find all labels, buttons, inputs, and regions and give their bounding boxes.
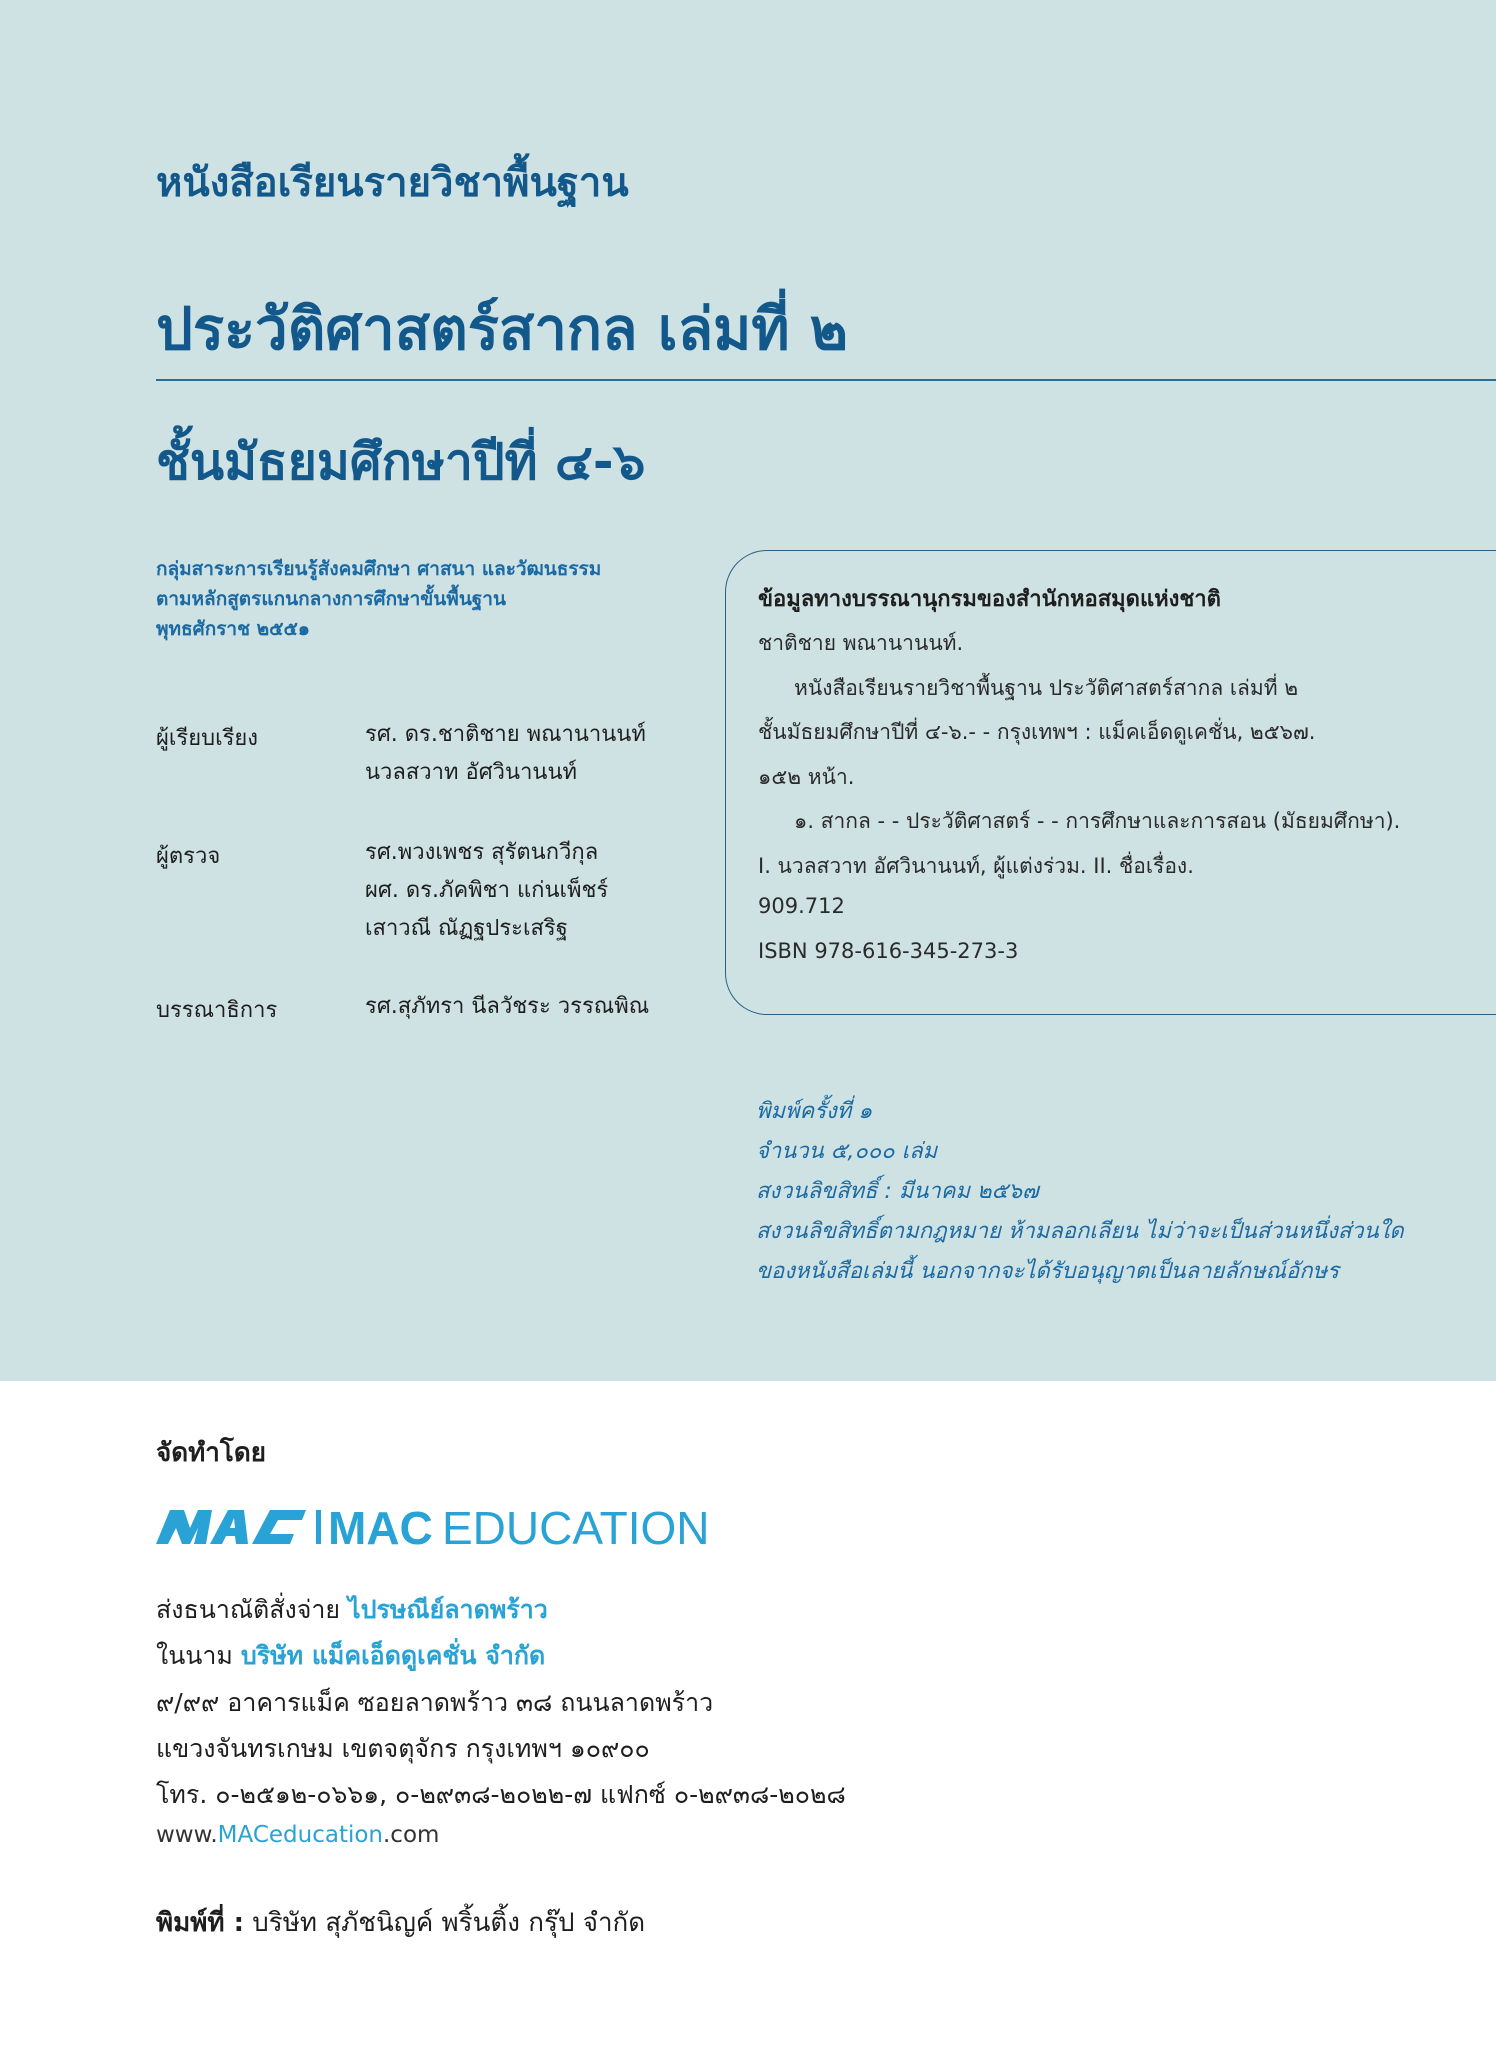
mac-logo-mark-icon xyxy=(156,1510,306,1544)
cip-isbn: ISBN 978-616-345-273-3 xyxy=(758,939,1019,963)
credit-names-editor: รศ.สุภัทรา นีลวัชระ วรรณพิณ xyxy=(365,994,650,1019)
logo-divider xyxy=(316,1510,321,1544)
credit-label-reviewer: ผู้ตรวจ xyxy=(156,844,221,869)
printer-line: พิมพ์ที่ : บริษัท สุภัชนิญค์ พริ้นติ้ง กรุ๊ป จำกัด xyxy=(156,1908,646,1938)
cip-coauthor: I. นวลสวาท อัศวินานนท์, ผู้แต่งร่วม. II. ชื่อเรื่อง. xyxy=(758,854,1194,878)
credit-names-compiler: รศ. ดร.ชาติชาย พณานานนท์ นวลสวาท อัศวินานนท์ xyxy=(365,722,646,785)
website-link[interactable]: www.MACeducation.com xyxy=(156,1822,440,1848)
book-title: ประวัติศาสตร์สากล เล่มที่ ๒ xyxy=(156,295,849,363)
cip-pages: ๑๕๒ หน้า. xyxy=(758,765,855,789)
cip-box xyxy=(725,550,1496,1015)
curriculum-info: กลุ่มสาระการเรียนรู้สังคมศึกษา ศาสนา และวัฒนธรรม ตามหลักสูตรแกนกลางการศึกษาขั้นพื้นฐาน พุทธศักราช ๒๕๕๑ xyxy=(156,558,602,640)
phone-line: โทร. ๐-๒๕๑๒-๐๖๖๑, ๐-๒๙๓๘-๒๐๒๒-๗ แฟกซ์ ๐-๒๙๓๘-๒๐๒๘ xyxy=(156,1780,846,1809)
cip-subject: ๑. สากล - - ประวัติศาสตร์ - - การศึกษาและการสอน (มัธยมศึกษา). xyxy=(794,809,1401,833)
grade-level: ชั้นมัธยมศึกษาปีที่ ๔-๖ xyxy=(156,433,646,491)
order-line: ส่งธนาณัติสั่งจ่าย ไปรษณีย์ลาดพร้าว xyxy=(156,1595,548,1624)
logo-mac-text: MAC xyxy=(328,1502,433,1554)
mac-education-logo xyxy=(156,1496,796,1558)
credit-label-compiler: ผู้เรียบเรียง xyxy=(156,726,259,751)
cip-title: ข้อมูลทางบรรณานุกรมของสำนักหอสมุดแห่งชาติ xyxy=(758,587,1221,612)
printing-info: พิมพ์ครั้งที่ ๑ จำนวน ๕,๐๐๐ เล่ม สงวนลิขสิทธิ์ : มีนาคม ๒๕๖๗ สงวนลิขสิทธิ์ตามกฎหมาย ห้ามลอกเลียน ไม่ว่าจะเป็นส่วนหนึ่งส่วนใด ของหนังสือเล่มนี้ นอกจากจะได้รับอนุญาตเป็นลายลักษณ์อักษร xyxy=(756,1099,1404,1284)
cip-book-title: หนังสือเรียนรายวิชาพื้นฐาน ประวัติศาสตร์สากล เล่มที่ ๒ xyxy=(794,676,1299,700)
company-line: ในนาม บริษัท แม็คเอ็ดดูเคชั่น จำกัด xyxy=(156,1641,546,1670)
book-kicker: หนังสือเรียนรายวิชาพื้นฐาน xyxy=(156,160,629,206)
address-line-1: ๙/๙๙ อาคารแม็ค ซอยลาดพร้าว ๓๘ ถนนลาดพร้าว xyxy=(156,1688,714,1717)
credit-label-editor: บรรณาธิการ xyxy=(156,998,278,1023)
logo-education-text: EDUCATION xyxy=(442,1502,710,1554)
cip-author: ชาติชาย พณานานนท์. xyxy=(758,631,964,655)
cip-publication: ชั้นมัธยมศึกษาปีที่ ๔-๖.- - กรุงเทพฯ : แม็คเอ็ดดูเคชั่น, ๒๕๖๗. xyxy=(758,720,1316,744)
title-divider xyxy=(156,379,1496,381)
made-by-label: จัดทำโดย xyxy=(156,1438,266,1468)
cip-classification: 909.712 xyxy=(758,894,845,918)
credit-names-reviewer: รศ.พวงเพชร สุรัตนกวีกุล ผศ. ดร.ภัคพิชา แก่นเพ็ชร์ เสาวณี ณัฏฐประเสริฐ xyxy=(365,840,609,941)
address-line-2: แขวงจันทรเกษม เขตจตุจักร กรุงเทพฯ ๑๐๙๐๐ xyxy=(156,1734,650,1763)
